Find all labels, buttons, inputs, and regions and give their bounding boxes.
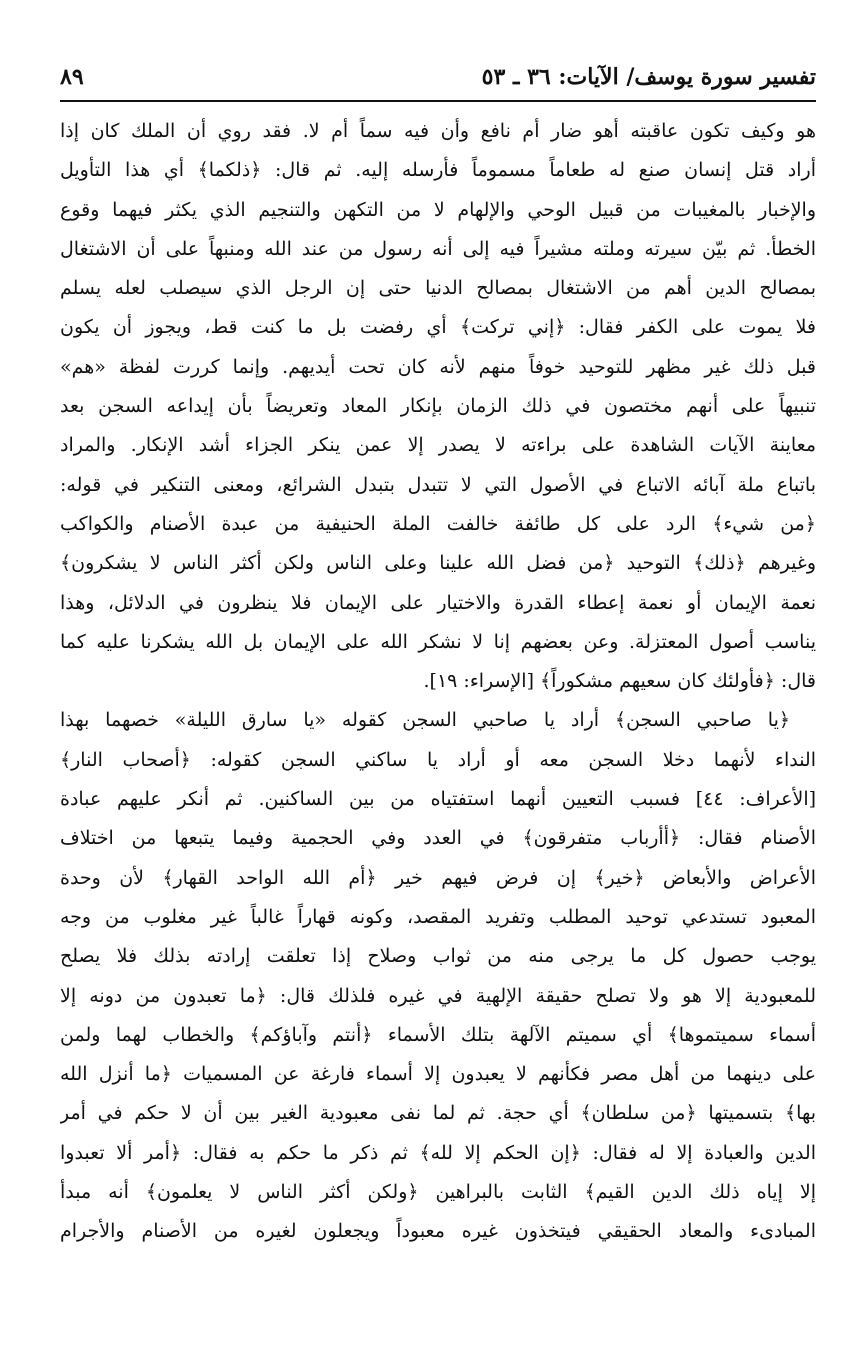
text-line: فلا يموت على الكفر فقال: ﴿إني تركت﴾ أي رفضت بل ما كنت قط، ويجوز أن يكون [60, 316, 816, 339]
text-line: [الأعراف: ٤٤] فسبب التعيين أنهما استفتياه من بين الساكنين. ثم أنكر عليهم عبادة [60, 788, 816, 811]
body-text [60, 112, 816, 1352]
text-line: بها﴾ بتسميتها ﴿من سلطان﴾ أي حجة. ثم لما نفى معبودية الغير بين أن لا حكم في أمر [60, 1102, 816, 1125]
text-line: على دينهما من أهل مصر فكأنهم لا يعبدون إلا أسماء فارغة عن المسميات ﴿ما أنزل الله [60, 1063, 816, 1086]
text-line: قبل ذلك غير مظهر للتوحيد خوفاً منهم لأنه كان تحت أيديهم. وإنما كررت لفظة «هم» [60, 355, 816, 378]
page-header [60, 62, 816, 102]
text-line: معاينة الآيات الشاهدة على براءته لا يصدر إلا عمن ينكر الجزاء أشد الإنكار. والمراد [60, 434, 816, 457]
text-line: الأصنام فقال: ﴿أأرباب متفرقون﴾ في العدد وفي الحجمية وفيما يتبعها من اختلاف [60, 827, 816, 850]
text-line: وغيرهم ﴿ذلك﴾ التوحيد ﴿من فضل الله علينا وعلى الناس ولكن أكثر الناس لا يشكرون﴾ [60, 552, 816, 575]
text-line: إلا إياه ذلك الدين القيم﴾ الثابت بالبراهين ﴿ولكن أكثر الناس لا يعلمون﴾ أنه مبدأ [60, 1181, 816, 1204]
text-line: المبادىء والمعاد الحقيقي فيتخذون غيره معبوداً ويجعلون لغيره من الأصنام والأجرام [60, 1220, 816, 1243]
text-line: باتباع ملة آبائه الاتباع في الأصول التي لا تتبدل بتبدل الشرائع، ومعنى التنكير في قوله: [60, 473, 816, 496]
running-title: تفسير سورة يوسف/ الآيات: ٣٦ ـ ٥٣ [481, 64, 816, 90]
text-line: الخطأ. ثم بيّن سيرته وملته مشيراً فيه إلى أنه رسول من عند الله ومنبهاً على أن الاشتغال [60, 237, 816, 260]
text-line: ﴿من شيء﴾ الرد على كل طائفة خالفت الملة الحنيفية من عبدة الأصنام والكواكب [60, 512, 816, 535]
text-line: الدين والعبادة إلا له فقال: ﴿إن الحكم إلا لله﴾ ثم ذكر ما حكم به فقال: ﴿أمر ألا تعبدوا [60, 1141, 816, 1164]
text-line: ﴿يا صاحبي السجن﴾ أراد يا صاحبي السجن كقوله «يا سارق الليلة» خصهما بهذا [60, 709, 790, 732]
text-line: والإخبار بالمغيبات من قبيل الوحي والإلهام لا من التكهن والتنجيم الذي يكثر فيهما وقوع [60, 198, 816, 221]
text-line: هو وكيف تكون عاقبته أهو ضار أم نافع وأن فيه سماً أم لا. فقد روي أن الملك كان إذا [60, 120, 816, 142]
text-line: النداء لأنهما دخلا السجن معه أو أراد يا ساكني السجن كقوله: ﴿أصحاب النار﴾ [60, 748, 816, 771]
text-line: قال: ﴿فأولئك كان سعيهم مشكوراً﴾ [الإسراء: ١٩]. [423, 670, 816, 693]
page-number: ٨٩ [60, 64, 84, 90]
text-line: الأعراض والأبعاض ﴿خير﴾ إن فرض فيهم خير ﴿أم الله الواحد القهار﴾ لأن وحدة [60, 866, 816, 889]
text-line: نعمة الإيمان أو نعمة إعطاء القدرة والاختيار على الإيمان فلا ينظرون في الدلائل، وهذا [60, 591, 816, 614]
text-line: يوجب حصول كل ما يرجى منه من ثواب وصلاح إذا تعلقت إرادته بذلك فلا يصلح [60, 945, 816, 968]
text-line: المعبود تستدعي توحيد المطلب وتفريد المقصد، وكونه قهاراً غالباً غير مغلوب من وجه [60, 905, 816, 928]
text-line: تنبيهاً على أنهم مختصون في ذلك الزمان بإنكار المعاد وتعريضاً بأن إيداعه السجن بعد [60, 395, 816, 418]
text-line: أسماء سميتموها﴾ أي سميتم الآلهة بتلك الأسماء ﴿أنتم وآباؤكم﴾ والخطاب لهما ولمن [60, 1023, 816, 1046]
text-line: أراد قتل إنسان صنع له طعاماً مسموماً فأرسله إليه. ثم قال: ﴿ذلكما﴾ أي هذا التأويل [60, 159, 816, 182]
text-line: بمصالح الدين أهم من الاشتغال بمصالح الدنيا حتى إن الرجل الذي سيصلب لعله يسلم [60, 277, 816, 300]
text-line: للمعبودية إلا هو ولا تصلح حقيقة الإلهية في غيره فلذلك قال: ﴿ما تعبدون من دونه إلا [60, 984, 816, 1007]
text-line: يناسب أصول المعتزلة. وعن بعضهم إنا لا نشكر الله على الإيمان بل الله يشكرنا عليه كما [60, 630, 816, 653]
